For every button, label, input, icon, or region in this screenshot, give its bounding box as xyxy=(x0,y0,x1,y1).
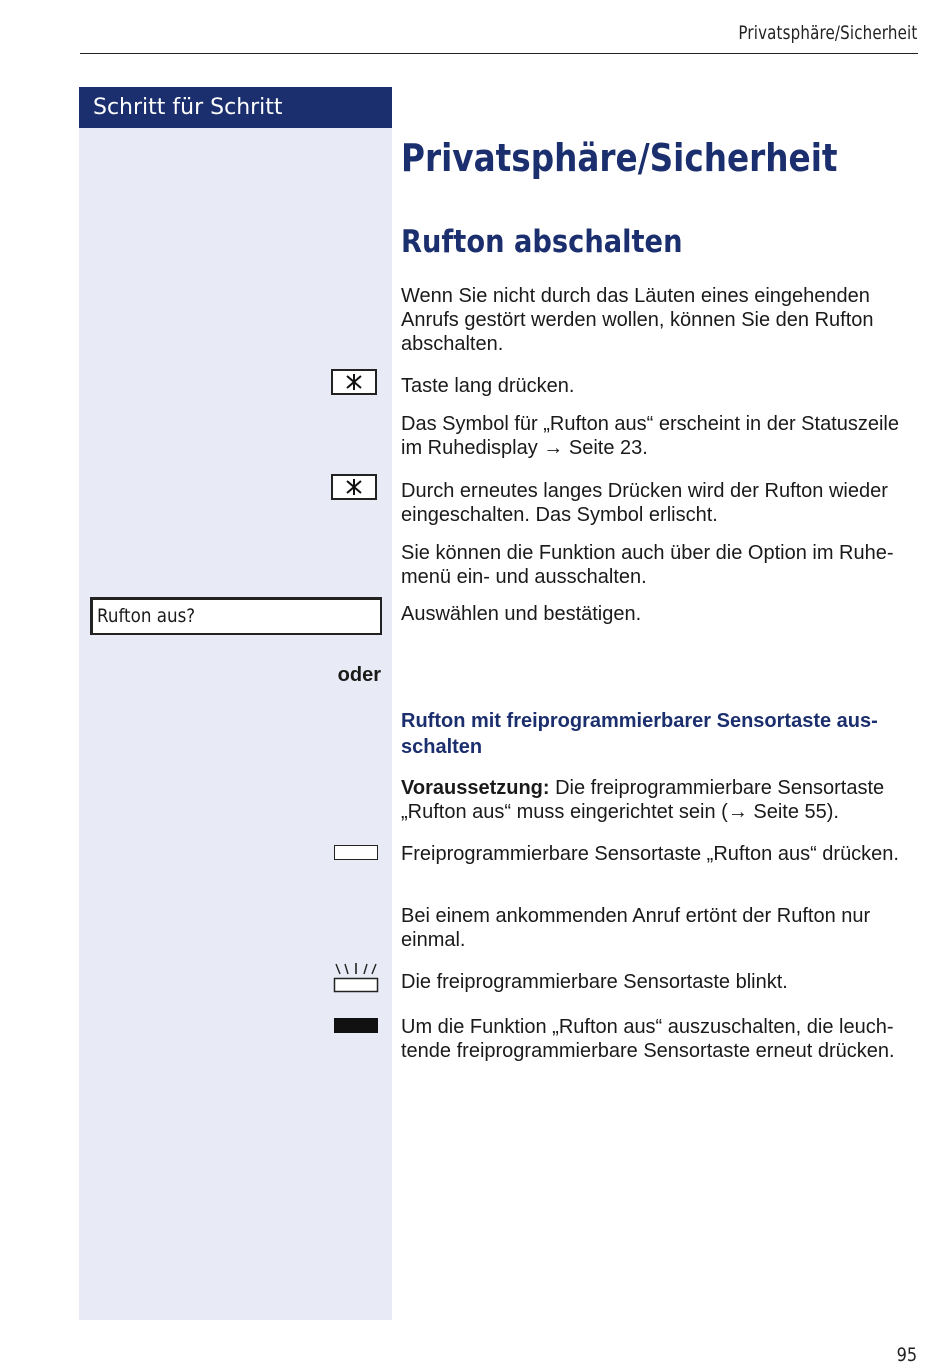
page-reference[interactable]: Seite 55). xyxy=(747,801,839,823)
step-reactivate: Durch erneutes langes Drücken wird der Rufton wieder eingeschalten. Das Symbol erlischt. xyxy=(401,480,888,526)
step-sensor-key-blinks: Die freiprogrammierbare Sensortaste blinkt. xyxy=(401,971,788,993)
sidebar xyxy=(79,87,392,1320)
subheading-sensor-key: Rufton mit freiprogrammierbarer Sensortaste ausschalten xyxy=(401,710,878,758)
prerequisite-paragraph xyxy=(401,776,921,824)
sensor-key-blinking-icon xyxy=(333,962,379,994)
arrow-icon: → xyxy=(727,801,748,823)
star-key-icon xyxy=(331,474,377,500)
step-long-press: Taste lang drücken. xyxy=(401,375,575,397)
step-long-press-note xyxy=(401,412,921,460)
running-header: Privatsphäre/Sicherheit xyxy=(737,22,917,44)
prerequisite-text: Die freiprogrammierbare Sensortaste „Rufton aus“ muss eingerichtet sein ( xyxy=(401,777,885,823)
page-reference[interactable]: Seite 23. xyxy=(563,437,648,459)
note-text: Das Symbol für „Rufton aus“ erscheint in der Statuszeile im Ruhedisplay xyxy=(401,413,899,459)
page-title: Privatsphäre/Sicherheit xyxy=(401,136,838,180)
header-rule xyxy=(80,53,918,54)
step-deactivate: Um die Funktion „Rufton aus“ auszuschalten, die leuchtende freiprogrammierbare Sensortaste erneut drücken. xyxy=(401,1016,895,1062)
intro-paragraph: Wenn Sie nicht durch das Läuten eines eingehenden Anrufs gestört werden wollen, können Sie den Rufton abschalten. xyxy=(401,285,874,355)
step-press-sensor-key-note: Bei einem ankommenden Anruf ertönt der Rufton nur einmal. xyxy=(401,905,871,951)
page-number: 95 xyxy=(896,1344,917,1366)
step-press-sensor-key: Freiprogrammierbare Sensortaste „Rufton aus“ drücken. xyxy=(401,843,899,865)
section-title: Rufton abschalten xyxy=(401,224,683,260)
arrow-icon: → xyxy=(543,437,564,459)
step-select-confirm: Auswählen und bestätigen. xyxy=(401,603,642,625)
prerequisite-label: Voraussetzung: xyxy=(401,777,550,799)
step-reactivate-note: Sie können die Funktion auch über die Option im Ruhemenü ein- und ausschalten. xyxy=(401,542,894,588)
display-option-label: Rufton aus? xyxy=(97,605,196,627)
star-key-icon xyxy=(331,369,377,395)
sensor-key-icon xyxy=(334,845,378,860)
oder-label: oder xyxy=(337,664,381,686)
sensor-key-lit-icon xyxy=(334,1018,378,1033)
sidebar-title: Schritt für Schritt xyxy=(79,87,392,128)
display-option-rufton-aus[interactable] xyxy=(90,597,382,635)
